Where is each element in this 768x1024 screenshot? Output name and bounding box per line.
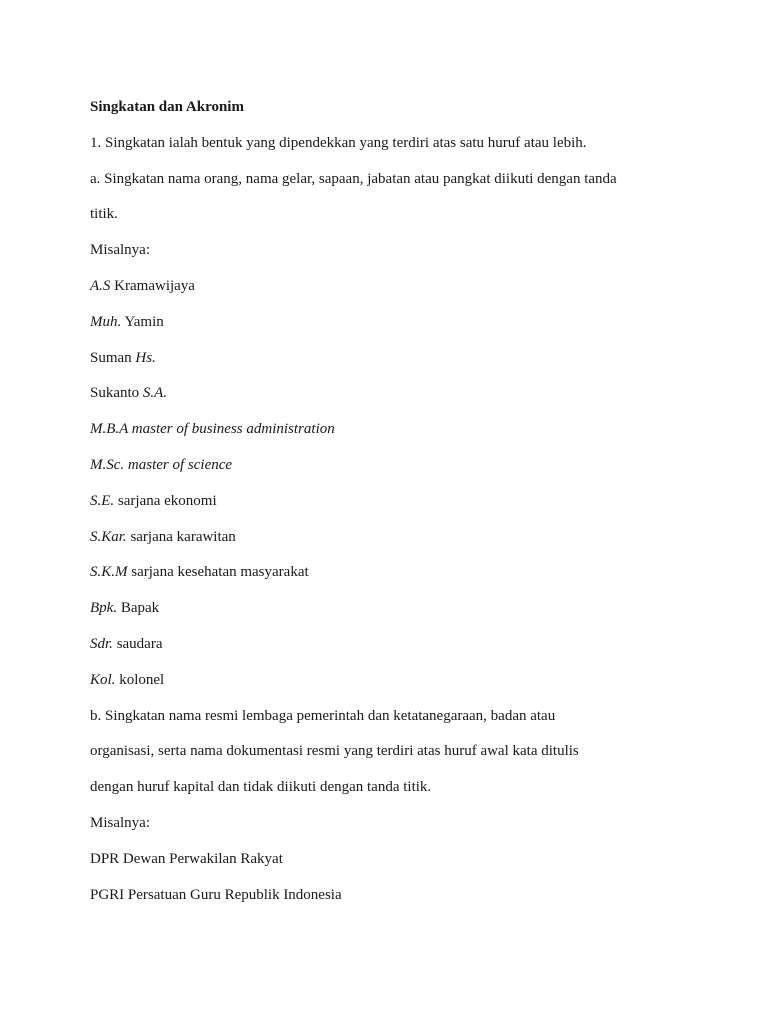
expansion: sarjana karawitan: [126, 528, 236, 545]
example-item: [90, 341, 690, 377]
abbreviation: S.E.: [90, 492, 115, 509]
expansion: saudara: [112, 635, 163, 652]
example-item: [90, 269, 690, 305]
paragraph-1: 1. Singkatan ialah bentuk yang dipendekkan yang terdiri atas satu huruf atau lebih.: [90, 134, 587, 151]
paragraph-a-line-1: a. Singkatan nama orang, nama gelar, sapaan, jabatan atau pangkat diikuti dengan tanda: [90, 170, 617, 187]
example-label: Misalnya:: [90, 814, 150, 831]
paragraph-a-line-2: titik.: [90, 206, 118, 223]
abbreviation: Hs.: [135, 349, 156, 366]
example-item: PGRI Persatuan Guru Republik Indonesia: [90, 886, 342, 903]
example-item: [90, 484, 690, 520]
example-item: [90, 663, 690, 699]
paragraph-b-line-2: organisasi, serta nama dokumentasi resmi yang terdiri atas huruf awal kata ditulis: [90, 743, 579, 760]
example-item: [90, 555, 690, 591]
expansion: kolonel: [115, 671, 165, 688]
abbreviation: Kol.: [90, 671, 116, 688]
example-item: [90, 627, 690, 663]
example-item: [90, 591, 690, 627]
paragraph-b-line-1: b. Singkatan nama resmi lembaga pemerintah dan ketatanegaraan, badan atau: [90, 707, 556, 724]
abbreviation: S.K.M: [90, 564, 128, 581]
abbreviation: M.B.A master of business administration: [90, 421, 335, 438]
name-text: Suman: [90, 349, 136, 366]
example-item: [90, 412, 690, 448]
example-item: [90, 520, 690, 556]
abbreviation: Bpk.: [90, 600, 118, 617]
example-item: [90, 448, 690, 484]
example-label: Misalnya:: [90, 242, 150, 259]
document-body: [90, 90, 690, 913]
abbreviation: M.Sc. master of science: [90, 456, 233, 473]
name-text: Sukanto: [90, 385, 143, 402]
expansion: Kramawijaya: [110, 277, 195, 294]
example-item: DPR Dewan Perwakilan Rakyat: [90, 850, 283, 867]
document-title: Singkatan dan Akronim: [90, 99, 244, 115]
paragraph-b-line-3: dengan huruf kapital dan tidak diikuti dengan tanda titik.: [90, 779, 432, 796]
expansion: sarjana ekonomi: [114, 492, 217, 509]
abbreviation: S.A.: [142, 385, 168, 402]
abbreviation: Muh.: [90, 313, 122, 330]
expansion: Yamin: [121, 313, 164, 330]
example-item: [90, 305, 690, 341]
expansion: Bapak: [117, 600, 160, 617]
abbreviation: A.S: [90, 277, 111, 294]
expansion: sarjana kesehatan masyarakat: [127, 564, 309, 581]
abbreviation: Sdr.: [90, 635, 113, 652]
abbreviation: S.Kar.: [90, 528, 127, 545]
example-item: [90, 376, 690, 412]
